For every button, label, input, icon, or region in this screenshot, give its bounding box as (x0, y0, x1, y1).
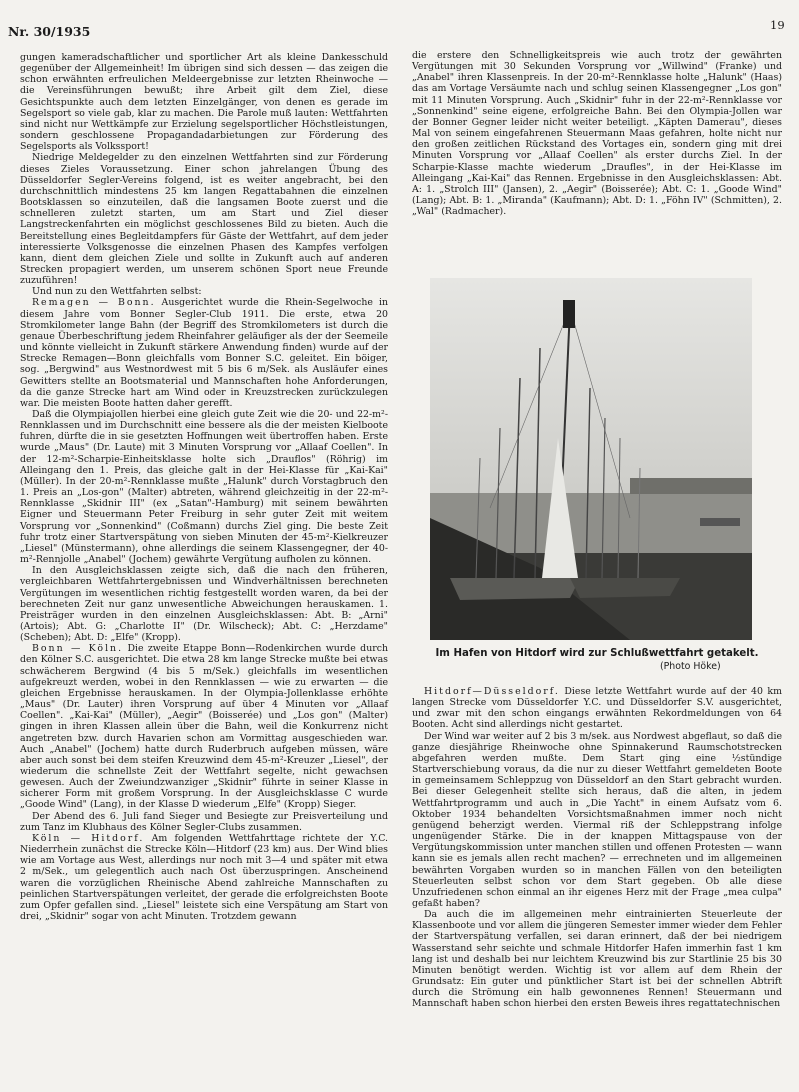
paragraph-text: Am folgenden Wettfahrttage richtete der Y.C. Niederrhein zunächst die Strecke Köln—Hitdorf (23 km) aus. Der Wind blies wie am Vortage aus West, allerdings nur noch mit 3—4 und später mit etwa 2 m/Sek., um gelegentlich auch nach Ost überzuspringen. Anscheinend waren die vorzüglichen Rheinische Abend zahlreiche Mannschaften zu peinlichen Startverspätungen verleitet, der gerade die erfolgreichsten Boote zum Opfer gefallen sind. „Liesel" leistete sich eine Verspätung am Start von drei, „Skidnir" sogar von acht Minuten. Trotzdem gewann (20, 832, 389, 923)
harbor-sailboats-photo (430, 278, 752, 640)
paragraph: Niedrige Meldegelder zu den einzelnen Wettfahrten sind zur Förderung dieses Zieles Voraussetzung. Einer schon jahrelangen Übung des Düsseldorfer Segler-Vereins folgend, ist es weiter angebracht, bei den durchschnittlich mindestens 25 km langen Regattabahnen die einzelnen Bootsklassen so einzuteilen, daß die langsamen Boote zuerst und die schnelleren zuletzt starten, um am Start und Ziel dieser Langstreckenfahrten ein möglichst geschlossenes Bild zu bieten. Auch die Bereitstellung eines Begleitdampfers für Gäste der Wettfahrt, auf dem jeder interessierte Volksgenosse die einzelnen Phasen des Kampfes verfolgen kann, dient dem gleichen Ziele und sollte in Zukunft auch auf anderen Strecken propagiert werden, um unserem schönen Sport neue Freunde zuzuführen! (20, 152, 388, 287)
paragraph (20, 643, 388, 810)
section-heading: Köln — Hitdorf. (32, 832, 145, 844)
right-column-top (412, 50, 782, 217)
paragraph: Und nun zu den Wettfahrten selbst: (32, 286, 202, 298)
section-heading: Bonn — Köln. (32, 643, 124, 655)
paragraph (20, 297, 388, 409)
issue-number: Nr. 30/1935 (8, 24, 91, 39)
paragraph: Daß die Olympiajollen hierbei eine gleich gute Zeit wie die 20- und 22-m²-Rennklassen und im Durchschnitt eine bessere als die der meisten Kielboote fuhren, dürfte die in sie gesetzten Hoffnungen weit übertroffen haben. Erste wurde „Maus" (Dr. Laute) mit 3 Minuten Vorsprung vor „Allaaf Coellen". In der 12-m²-Scharpie-Einheitsklasse holte sich „Drauflos" (Röhrig) im Alleingang den 1. Preis, das gleiche galt in der Hei-Klasse für „Kai-Kai" (Müller). In der 20-m²-Rennklasse mußte „Halunk" durch Vorstagbruch den 1. Preis an „Los-gon" (Malter) abtreten, während gleichzeitig in der 22-m²-Rennklasse „Skidnir III" (ex „Satan"-Hamburg) mit seinem bewährten Eigner und Steuermann Peter Freiburg in sehr guter Zeit mit weitem Vorsprung vor „Sonnenkind" (Coßmann) durchs Ziel ging. Die beste Zeit fuhr trotz einer Startverspätung von sieben Minuten der 45-m²-Kielkreuzer „Liesel" (Münstermann), ohne allerdings die seinem Klassengegner, der 40-m²-Rennjolle „Anabel" (Jochem) gewährte Vergütung aufholen zu können. (20, 409, 388, 566)
paragraph: Der Wind war weiter auf 2 bis 3 m/sek. aus Nordwest abgeflaut, so daß die ganze diesjährige Rheinwoche ohne Spinnakerund Raumschotstrecken abgefahren werden mußte. Dem Start ging eine ½stündige Startverschiebung voraus, da die nur zu dieser Wettfahrt gemeldeten Boote in gemeinsamem Schleppzug von Düsseldorf an den Start gebracht wurden. Bei dieser Gelegenheit stellte sich heraus, daß die alten, in jedem Wettfahrtprogramm und auch in „Die Yacht" in einem Aufsatz vom 6. Oktober 1934 behandelten Vorsichtsmaßnahmen immer noch nicht genügend beherzigt werden. Viermal riß der Schleppstrang infolge ungenügender Stärke. Die in der knappen Mittagspause von der Vergütungskommission unter manchen stillen und offenen Protesten — wann kann sie es jemals allen recht machen? — errechneten und im allgemeinen bewährten Vorgaben wurden so in manchen Fällen von den beteiligten Steuerleuten selbst schon vor dem Start gegeben. Ob alle diese Unzufriedenen schon einmal an ihr eigenes Herz mit der Frage „mea culpa" gefaßt haben? (412, 730, 782, 909)
section-heading: Hitdorf—Düsseldorf. (424, 686, 560, 697)
paragraph (412, 686, 782, 731)
paragraph (20, 833, 388, 922)
paragraph: In den Ausgleichsklassen zeigte sich, daß die nach den früheren, vergleichbaren Wettfahrtergebnissen und Windverhältnissen berechneten Vergütungen im wesentlichen richtig festgestellt worden waren, da bei der berechneten Zeit nur ganz unwesentliche Abweichungen herauskamen. 1. Preisträger wurden in den einzelnen Ausgleichsklassen: Abt. B: „Arni" (Artois); Abt. G: „Charlotte II" (Dr. Wilscheck); Abt. C: „Herzdame" (Scheben); Abt. D: „Elfe" (Kropp). (20, 565, 388, 644)
photo-credit: (Photo Höke) (660, 661, 721, 672)
paragraph: gungen kameradschaftlicher und sportlicher Art als kleine Dankesschuld gegenüber der Allgemeinheit! Im übrigen sind sich dessen — das zeigen die schon erwähnten erfreulichen Meldeergebnisse zur letzten Rheinwoche — die Vereinsführungen bewußt; ihre Arbeit gilt dem Ziel, diese Gesichtspunkte auch dem letzten Einzelgänger, von denen es gerade im Segelsport so viele gab, klar zu machen. Die Parole muß lauten: Wettfahrten sind nicht nur Wettkämpfe zur Erzielung segelsportlicher Höchstleistungen, sondern geschlossene Propagandadarbietungen zur Förderung des Segelsports als Volkssport! (20, 52, 388, 153)
section-heading: Remagen — Bonn. (32, 297, 156, 309)
paragraph: Der Abend des 6. Juli fand Sieger und Besiegte zur Preisverteilung und zum Tanz im Klubhaus des Kölner Segler-Clubs zusammen. (20, 810, 388, 833)
paragraph-text: Diese letzte Wettfahrt wurde auf der 40 km langen Strecke vom Düsseldorfer Y.C. und Düsseldorfer S.V. ausgerichtet, und zwar mit den schon eingangs erwähnten Rekordmeldungen von 64 Booten. Acht sind allerdings nicht gestartet. (412, 686, 782, 731)
photo-caption: Im Hafen von Hitdorf wird zur Schlußwettfahrt getakelt. (435, 648, 759, 659)
left-column (20, 52, 388, 922)
right-column-bottom (412, 686, 782, 1010)
paragraph-text: Ausgerichtet wurde die Rhein-Segelwoche in diesem Jahre vom Bonner Segler-Club 1911. Die erste, etwa 20 Stromkilometer lange Bahn (der Begriff des Stromkilometers ist durch die genaue Überbeschriftung jedem Rheinfahrer geläufiger als der der Seemeile und könnte vielleicht in Zukunft stärkere Anwendung finden) wurde auf der Strecke Remagen—Bonn gleichfalls vom Bonner S.C. geleitet. Ein böiger, sog. „Bergwind" aus Westnordwest mit 5 bis 6 m/Sek. als Ausläufer eines Gewitters stellte an Bootsmaterial und Mannschaften hohe Anforderungen, da die ganze Strecke hart am Wind oder in Kreuzstrecken zurückzulegen war. Die meisten Boote hatten daher gerefft. (20, 297, 388, 409)
paragraph: Da auch die im allgemeinen mehr eintrainierten Steuerleute der Klassenboote und vor allem die jüngeren Semester immer wieder dem Fehler der Startverspätung verfallen, sei daran erinnert, daß der bei niedrigem Wasserstand sehr seichte und schmale Hitdorfer Hafen immerhin fast 1 km lang ist und deshalb bei nur leichtem Kreuzwind bis zur Startlinie 25 bis 30 Minuten benötigt werden. Wichtig ist vor allem auf dem Rhein der Grundsatz: Ein guter und pünktlicher Start ist bei der schnellen Abtrift durch die Strömung ein halb gewonnenes Rennen! Steuermann und Mannschaft haben schon hierbei den ersten Beweis ihres regattatechnischen (412, 909, 782, 1010)
paragraph: die erstere den Schnelligkeitspreis wie auch trotz der gewährten Vergütungen mit 30 Sekunden Vorsprung vor „Willwind" (Franke) und „Anabel" ihren Klassenpreis. In der 20-m²-Rennklasse holte „Halunk" (Haas) das am Vortage Versäumte nach und schlug seinen Klassengegner „Los gon" mit 11 Minuten Vorsprung. Auch „Skidnir" fuhr in der 22-m²-Rennklasse vor „Sonnenkind" seine eigene, erfolgreiche Bahn. Bei den Olympia-Jollen war der Bonner Gegner leider nicht weiter beteiligt. „Käpten Damerau", dieses Mal von seinem eingefahrenen Steuermann Maas gefahren, holte nicht nur den großen zeitlichen Rückstand des Vortages ein, sondern ging mit drei Minuten Vorsprung vor „Allaaf Coellen" als erster durchs Ziel. In der Scharpie-Klasse machte wiederum „Draufles", in der Hei-Klasse im Alleingang „Kai-Kai" das Rennen. Ergebnisse in den Ausgleichsklassen: Abt. A: 1. „Strolch III" (Jansen), 2. „Aegir" (Boisserée); Abt. C: 1. „Goode Wind" (Lang); Abt. B: 1. „Miranda" (Kaufmann); Abt. D: 1. „Föhn IV" (Schmitten), 2. „Wal" (Radmacher). (412, 50, 782, 218)
page-number: 19 (770, 18, 785, 32)
paragraph-text: Die zweite Etappe Bonn—Rodenkirchen wurde durch den Kölner S.C. ausgerichtet. Die etwa 28 km lange Strecke mußte bei etwas schwächerem Bergwind (4 bis 5 m/Sek.) gleichfalls im wesentlichen aufgekreuzt werden, wobei in den Rennklassen — wie zu erwarten — die gleichen Ergebnisse herauskamen. In der Olympia-Jollenklasse erhöhte „Maus" (Dr. Lauter) ihren Vorsprung auf über 4 Minuten vor „Allaaf Coellen". „Kai-Kai" (Müller), „Aegir" (Boisserée) und „Los gon" (Malter) gingen in ihren Klassen allein über die Bahn, weil die Konkurrenz nicht angetreten bzw. durch Havarien schon am Vormittag ausgeschieden war. Auch „Anabel" (Jochem) hatte durch Ruderbruch aufgeben müssen, wäre aber auch sonst bei dem steifen Kreuzwind dem 45-m²-Kreuzer „Liesel", der wiederum die schnellste Zeit der Wettfahrt segelte, nicht gewachsen gewesen. Auch der Zweiundzwanziger „Skidnir" führte in seiner Klasse in sicherer Form mit großem Vorsprung. In der Ausgleichsklasse C wurde „Goode Wind" (Lang), in der Klasse D wiederum „Elfe" (Kropp) Sieger. (20, 643, 388, 811)
